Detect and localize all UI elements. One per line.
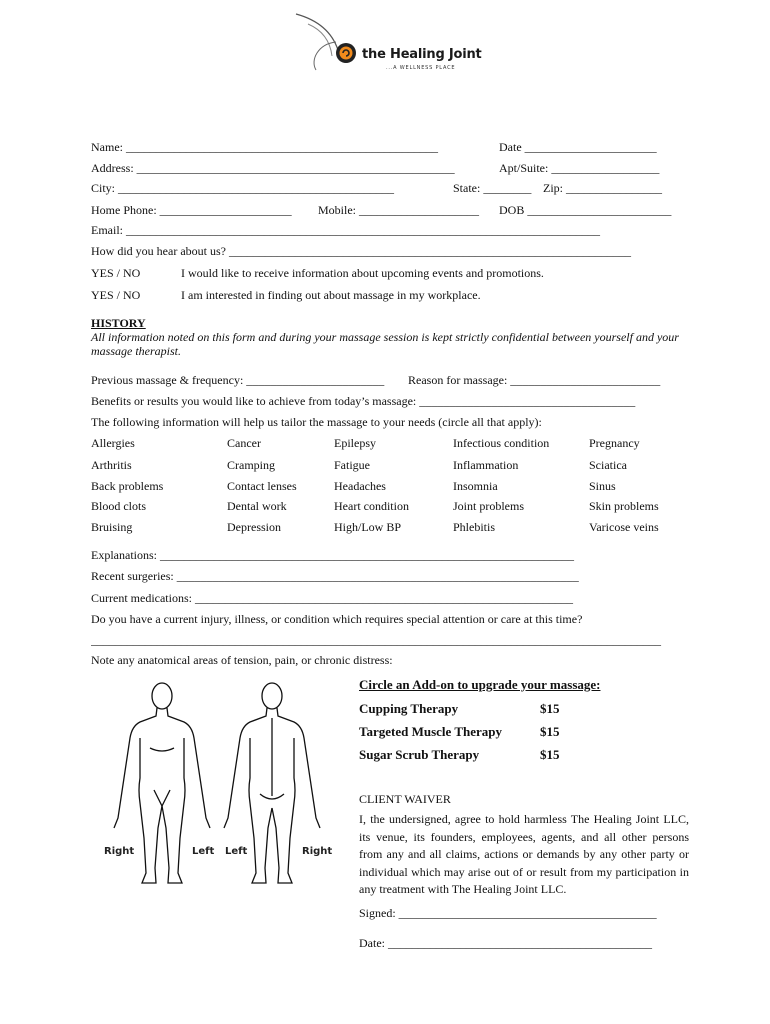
condition-option[interactable]: Contact lenses (227, 479, 297, 493)
condition-option[interactable]: Dental work (227, 499, 287, 513)
front-right-label: Right (104, 846, 135, 857)
back-right-label: Right (302, 846, 333, 857)
addon-muscle[interactable]: Targeted Muscle Therapy (359, 724, 502, 739)
dob-field[interactable]: DOB ________________________ (499, 203, 672, 217)
condition-option[interactable]: Fatigue (334, 458, 370, 472)
condition-option[interactable]: Headaches (334, 479, 386, 493)
condition-option[interactable]: Sinus (589, 479, 616, 493)
anatomical-note: Note any anatomical areas of tension, pain, or chronic distress: (91, 653, 393, 667)
condition-option[interactable]: Heart condition (334, 499, 409, 513)
name-field[interactable]: Name: ____________________________________________________ (91, 140, 438, 154)
addon-cupping[interactable]: Cupping Therapy (359, 701, 459, 716)
surgeries-field[interactable]: Recent surgeries: ___________________________________________________________________ (91, 569, 579, 583)
promo-text: I would like to receive information about upcoming events and promotions. (181, 266, 544, 280)
addons-heading: Circle an Add-on to upgrade your massage: (359, 677, 601, 692)
condition-option[interactable]: Varicose veins (589, 520, 659, 534)
logo (288, 10, 488, 74)
condition-option[interactable]: Bruising (91, 520, 133, 534)
addon-muscle-price: $15 (540, 724, 560, 739)
medications-field[interactable]: Current medications: _______________________________________________________________ (91, 591, 573, 605)
conditions-intro: The following information will help us tailor the massage to your needs (circle all that apply): (91, 415, 542, 429)
benefits-field[interactable]: Benefits or results you would like to achieve from today’s massage: ____________________________________ (91, 394, 636, 408)
reason-field[interactable]: Reason for massage: _________________________ (408, 373, 661, 387)
city-field[interactable]: City: ______________________________________________ (91, 181, 395, 195)
previous-massage-field[interactable]: Previous massage & frequency: _______________________ (91, 373, 385, 387)
front-left-label: Left (192, 846, 215, 857)
condition-option[interactable]: Cramping (227, 458, 275, 472)
mobile-field[interactable]: Mobile: ____________________ (318, 203, 479, 217)
condition-option[interactable]: Joint problems (453, 499, 524, 513)
condition-option[interactable]: Allergies (91, 436, 135, 450)
promo-yesno[interactable]: YES / NO (91, 266, 141, 280)
waiver-date-field[interactable]: Date: ____________________________________________ (359, 936, 652, 950)
condition-option[interactable]: Cancer (227, 436, 261, 450)
confidential-note: All information noted on this form and during your massage session is kept strictly confidential between yourself and your massage therapist. (91, 330, 679, 358)
condition-option[interactable]: Epilepsy (334, 436, 376, 450)
back-left-label: Left (225, 846, 248, 857)
body-diagram-icon[interactable] (100, 678, 340, 893)
history-heading: HISTORY (91, 316, 146, 330)
workplace-yesno[interactable]: YES / NO (91, 288, 141, 302)
workplace-text: I am interested in finding out about massage in my workplace. (181, 288, 481, 302)
state-field[interactable]: State: ________ (453, 181, 532, 195)
signature-field[interactable]: Signed: ___________________________________________ (359, 906, 657, 920)
condition-option[interactable]: Back problems (91, 479, 164, 493)
condition-option[interactable]: Blood clots (91, 499, 147, 513)
condition-option[interactable]: High/Low BP (334, 520, 402, 534)
injury-answer-line[interactable]: _______________________________________________________________________________________________ (91, 633, 661, 647)
address-field[interactable]: Address: _____________________________________________________ (91, 161, 455, 175)
addon-cupping-price: $15 (540, 701, 560, 716)
referral-field[interactable]: How did you hear about us? ___________________________________________________________________ (91, 244, 631, 258)
condition-option[interactable]: Skin problems (589, 499, 659, 513)
condition-option[interactable]: Pregnancy (589, 436, 640, 450)
explanations-field[interactable]: Explanations: _____________________________________________________________________ (91, 548, 574, 562)
zip-field[interactable]: Zip: ________________ (543, 181, 662, 195)
condition-option[interactable]: Phlebitis (453, 520, 496, 534)
condition-option[interactable]: Arthritis (91, 458, 132, 472)
logo-name: the Healing Joint (362, 47, 482, 62)
addon-scrub[interactable]: Sugar Scrub Therapy (359, 747, 480, 762)
home-phone-field[interactable]: Home Phone: ______________________ (91, 203, 292, 217)
waiver-text: I, the undersigned, agree to hold harmless The Healing Joint LLC, its venue, its founders, employees, agents, and all other persons from any and all claims, actions or demands by any other party or individual which may arise out of or result from my participation in any treatment with The Healing Joint LLC. (359, 812, 689, 896)
apt-field[interactable]: Apt/Suite: __________________ (499, 161, 660, 175)
condition-option[interactable]: Depression (227, 520, 281, 534)
date-field[interactable]: Date ______________________ (499, 140, 657, 154)
condition-option[interactable]: Infectious condition (453, 436, 550, 450)
injury-question: Do you have a current injury, illness, or condition which requires special attention or care at this time? (91, 612, 583, 626)
condition-option[interactable]: Insomnia (453, 479, 498, 493)
logo-tagline: ...A WELLNESS PLACE (386, 65, 456, 71)
email-field[interactable]: Email: _______________________________________________________________________________ (91, 223, 600, 237)
addon-scrub-price: $15 (540, 747, 560, 762)
waiver-heading: CLIENT WAIVER (359, 792, 451, 806)
condition-option[interactable]: Sciatica (589, 458, 627, 472)
condition-option[interactable]: Inflammation (453, 458, 519, 472)
